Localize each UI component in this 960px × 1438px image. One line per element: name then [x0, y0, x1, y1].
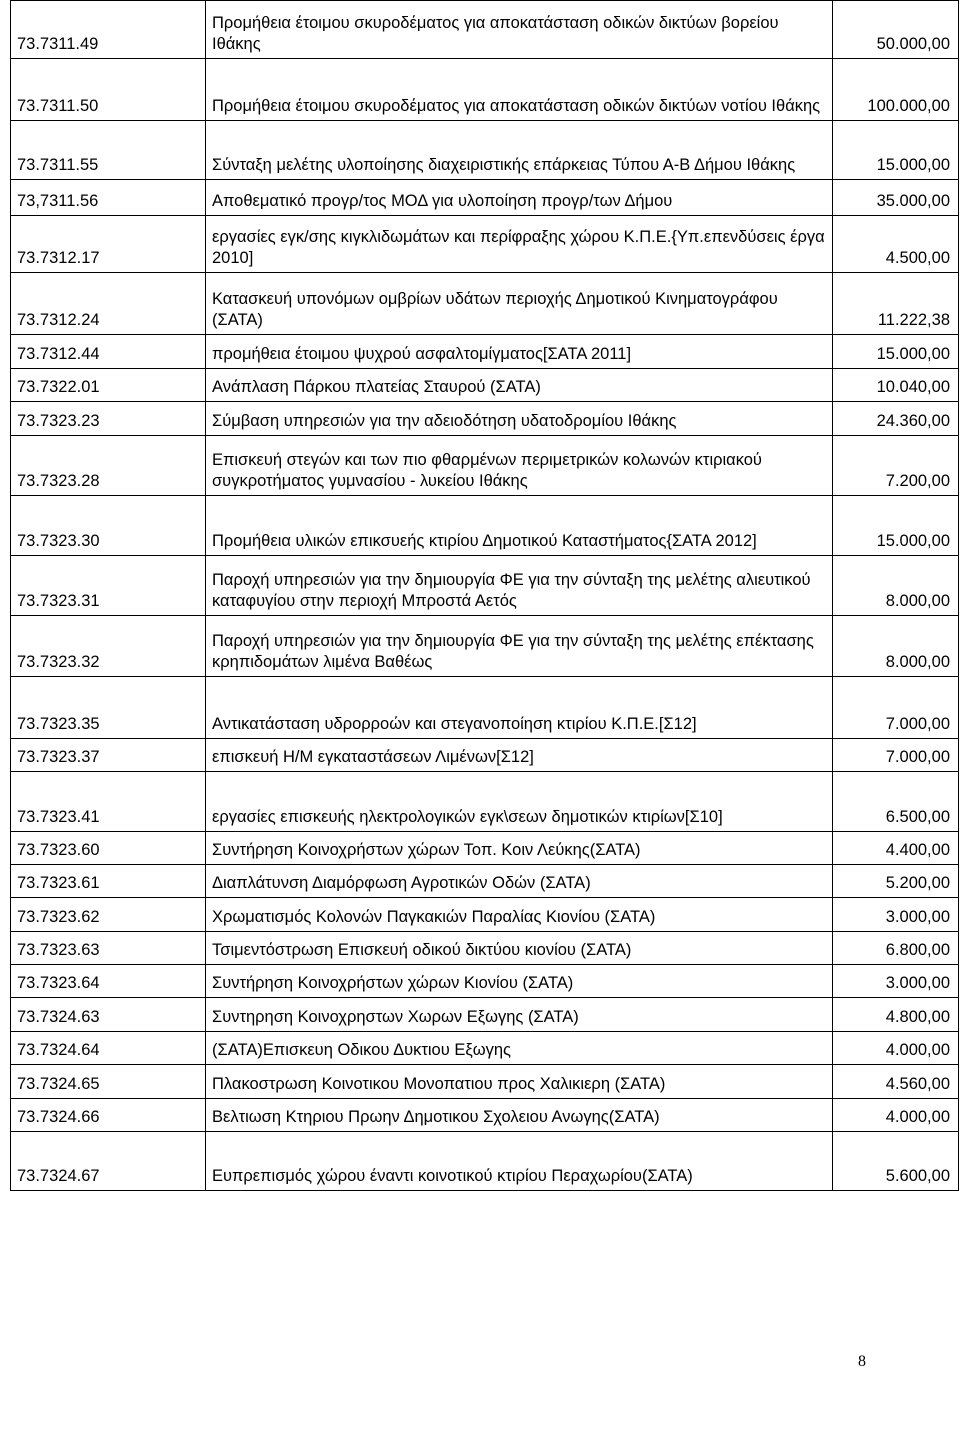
row-code: 73.7323.41	[11, 772, 206, 832]
row-code: 73.7311.50	[11, 59, 206, 121]
row-amount: 8.000,00	[833, 616, 959, 677]
row-code: 73.7312.24	[11, 273, 206, 335]
row-amount: 100.000,00	[833, 59, 959, 121]
row-code: 73.7323.23	[11, 402, 206, 436]
row-description: Συντήρηση Κοινοχρήστων χώρων Κιονίου (ΣΑΤΑ)	[206, 965, 833, 998]
row-code: 73.7323.35	[11, 677, 206, 739]
row-description: Επισκευή στεγών και των πιο φθαρμένων περιμετρικών κολωνών κτιριακού συγκροτήματος γυμνασίου - λυκείου Ιθάκης	[206, 436, 833, 496]
table-row	[11, 436, 959, 496]
row-code: 73.7323.28	[11, 436, 206, 496]
row-amount: 7.000,00	[833, 677, 959, 739]
row-code: 73.7324.64	[11, 1032, 206, 1065]
table-row	[11, 1099, 959, 1132]
budget-table-body	[11, 1, 959, 1191]
budget-table	[10, 0, 959, 1191]
row-amount: 3.000,00	[833, 898, 959, 932]
table-row	[11, 998, 959, 1032]
row-description: Χρωματισμός Κολονών Παγκακιών Παραλίας Κιονίου (ΣΑΤΑ)	[206, 898, 833, 932]
row-amount: 7.200,00	[833, 436, 959, 496]
row-amount: 4.000,00	[833, 1099, 959, 1132]
row-code: 73.7324.67	[11, 1132, 206, 1191]
row-amount: 7.000,00	[833, 739, 959, 772]
row-description: επισκευή Η/Μ εγκαταστάσεων Λιμένων[Σ12]	[206, 739, 833, 772]
row-code: 73.7312.17	[11, 216, 206, 273]
row-code: 73.7324.66	[11, 1099, 206, 1132]
row-code: 73,7311.56	[11, 180, 206, 216]
table-row	[11, 1032, 959, 1065]
row-code: 73.7322.01	[11, 369, 206, 402]
table-row	[11, 898, 959, 932]
row-description: Συντήρηση Κοινοχρήστων χώρων Τοπ. Κοιν Λεύκης(ΣΑΤΑ)	[206, 832, 833, 865]
row-amount: 5.600,00	[833, 1132, 959, 1191]
table-row	[11, 273, 959, 335]
table-row	[11, 335, 959, 369]
table-row	[11, 180, 959, 216]
row-description: Διαπλάτυνση Διαμόρφωση Αγροτικών Οδών (ΣΑΤΑ)	[206, 865, 833, 898]
table-row	[11, 772, 959, 832]
row-code: 73.7323.32	[11, 616, 206, 677]
row-code: 73.7323.61	[11, 865, 206, 898]
row-code: 73.7323.62	[11, 898, 206, 932]
row-description: Αντικατάσταση υδρορροών και στεγανοποίηση κτιρίου Κ.Π.Ε.[Σ12]	[206, 677, 833, 739]
table-row	[11, 496, 959, 556]
row-description: (ΣΑΤΑ)Επισκευη Οδικου Δυκτιου Εξωγης	[206, 1032, 833, 1065]
row-code: 73.7324.65	[11, 1065, 206, 1099]
row-description: Συντηρηση Κοινοχρηστων Χωρων Εξωγης (ΣΑΤΑ)	[206, 998, 833, 1032]
table-row	[11, 865, 959, 898]
row-description: Σύμβαση υπηρεσιών για την αδειοδότηση υδατοδρομίου Ιθάκης	[206, 402, 833, 436]
table-row	[11, 616, 959, 677]
row-code: 73.7323.60	[11, 832, 206, 865]
table-row	[11, 1, 959, 59]
row-description: εργασίες επισκευής ηλεκτρολογικών εγκ\σεων δημοτικών κτιρίων[Σ10]	[206, 772, 833, 832]
row-amount: 24.360,00	[833, 402, 959, 436]
table-row	[11, 216, 959, 273]
row-code: 73.7324.63	[11, 998, 206, 1032]
row-amount: 15.000,00	[833, 496, 959, 556]
row-amount: 4.000,00	[833, 1032, 959, 1065]
table-row	[11, 965, 959, 998]
table-row	[11, 1065, 959, 1099]
table-row	[11, 1132, 959, 1191]
row-amount: 4.500,00	[833, 216, 959, 273]
table-row	[11, 739, 959, 772]
table-row	[11, 59, 959, 121]
row-description: Σύνταξη μελέτης υλοποίησης διαχειριστικής επάρκειας Τύπου Α-Β Δήμου Ιθάκης	[206, 121, 833, 180]
row-code: 73.7323.63	[11, 932, 206, 965]
row-amount: 6.800,00	[833, 932, 959, 965]
page-number: 8	[858, 1353, 866, 1370]
row-amount: 15.000,00	[833, 335, 959, 369]
row-code: 73.7311.49	[11, 1, 206, 59]
budget-table-container	[10, 0, 958, 1191]
table-row	[11, 832, 959, 865]
row-description: Προμήθεια έτοιμου σκυροδέματος για αποκατάσταση οδικών δικτύων νοτίου Ιθάκης	[206, 59, 833, 121]
row-code: 73.7323.37	[11, 739, 206, 772]
table-row	[11, 932, 959, 965]
row-description: εργασίες εγκ/σης κιγκλιδωμάτων και περίφραξης χώρου Κ.Π.Ε.{Υπ.επενδύσεις έργα 2010]	[206, 216, 833, 273]
row-description: Προμήθεια υλικών επικσυεής κτιρίου Δημοτικού Καταστήματος{ΣΑΤΑ 2012]	[206, 496, 833, 556]
row-description: Πλακοστρωση Κοινοτικου Μονοπατιου προς Χαλικιερη (ΣΑΤΑ)	[206, 1065, 833, 1099]
row-amount: 50.000,00	[833, 1, 959, 59]
row-description: Προμήθεια έτοιμου σκυροδέματος για αποκατάσταση οδικών δικτύων βορείου Ιθάκης	[206, 1, 833, 59]
row-description: Ευπρεπισμός χώρου έναντι κοινοτικού κτιρίου Περαχωρίου(ΣΑΤΑ)	[206, 1132, 833, 1191]
row-code: 73.7312.44	[11, 335, 206, 369]
row-amount: 4.400,00	[833, 832, 959, 865]
row-amount: 3.000,00	[833, 965, 959, 998]
table-row	[11, 121, 959, 180]
row-amount: 5.200,00	[833, 865, 959, 898]
row-amount: 10.040,00	[833, 369, 959, 402]
row-amount: 8.000,00	[833, 556, 959, 616]
row-code: 73.7323.30	[11, 496, 206, 556]
row-amount: 11.222,38	[833, 273, 959, 335]
row-amount: 4.560,00	[833, 1065, 959, 1099]
table-row	[11, 402, 959, 436]
row-description: Κατασκευή υπονόμων ομβρίων υδάτων περιοχής Δημοτικού Κινηματογράφου (ΣΑΤΑ)	[206, 273, 833, 335]
row-description: Βελτιωση Κτηριου Πρωην Δημοτικου Σχολειου Ανωγης(ΣΑΤΑ)	[206, 1099, 833, 1132]
table-row	[11, 369, 959, 402]
row-code: 73.7311.55	[11, 121, 206, 180]
table-row	[11, 677, 959, 739]
table-row	[11, 556, 959, 616]
row-description: Αποθεματικό προγρ/τος ΜΟΔ για υλοποίηση προγρ/των Δήμου	[206, 180, 833, 216]
row-amount: 35.000,00	[833, 180, 959, 216]
row-code: 73.7323.64	[11, 965, 206, 998]
row-description: Παροχή υπηρεσιών για την δημιουργία ΦΕ για την σύνταξη της μελέτης επέκτασης κρηπιδομάτων λιμένα Βαθέως	[206, 616, 833, 677]
row-amount: 6.500,00	[833, 772, 959, 832]
row-code: 73.7323.31	[11, 556, 206, 616]
row-description: Τσιμεντόστρωση Επισκευή οδικού δικτύου κιονίου (ΣΑΤΑ)	[206, 932, 833, 965]
row-description: Παροχή υπηρεσιών για την δημιουργία ΦΕ για την σύνταξη της μελέτης αλιευτικού καταφυγίου στην περιοχή Μπροστά Αετός	[206, 556, 833, 616]
row-description: Ανάπλαση Πάρκου πλατείας Σταυρού (ΣΑΤΑ)	[206, 369, 833, 402]
row-amount: 15.000,00	[833, 121, 959, 180]
row-amount: 4.800,00	[833, 998, 959, 1032]
row-description: προμήθεια έτοιμου ψυχρού ασφαλτομίγματος[ΣΑΤΑ 2011]	[206, 335, 833, 369]
